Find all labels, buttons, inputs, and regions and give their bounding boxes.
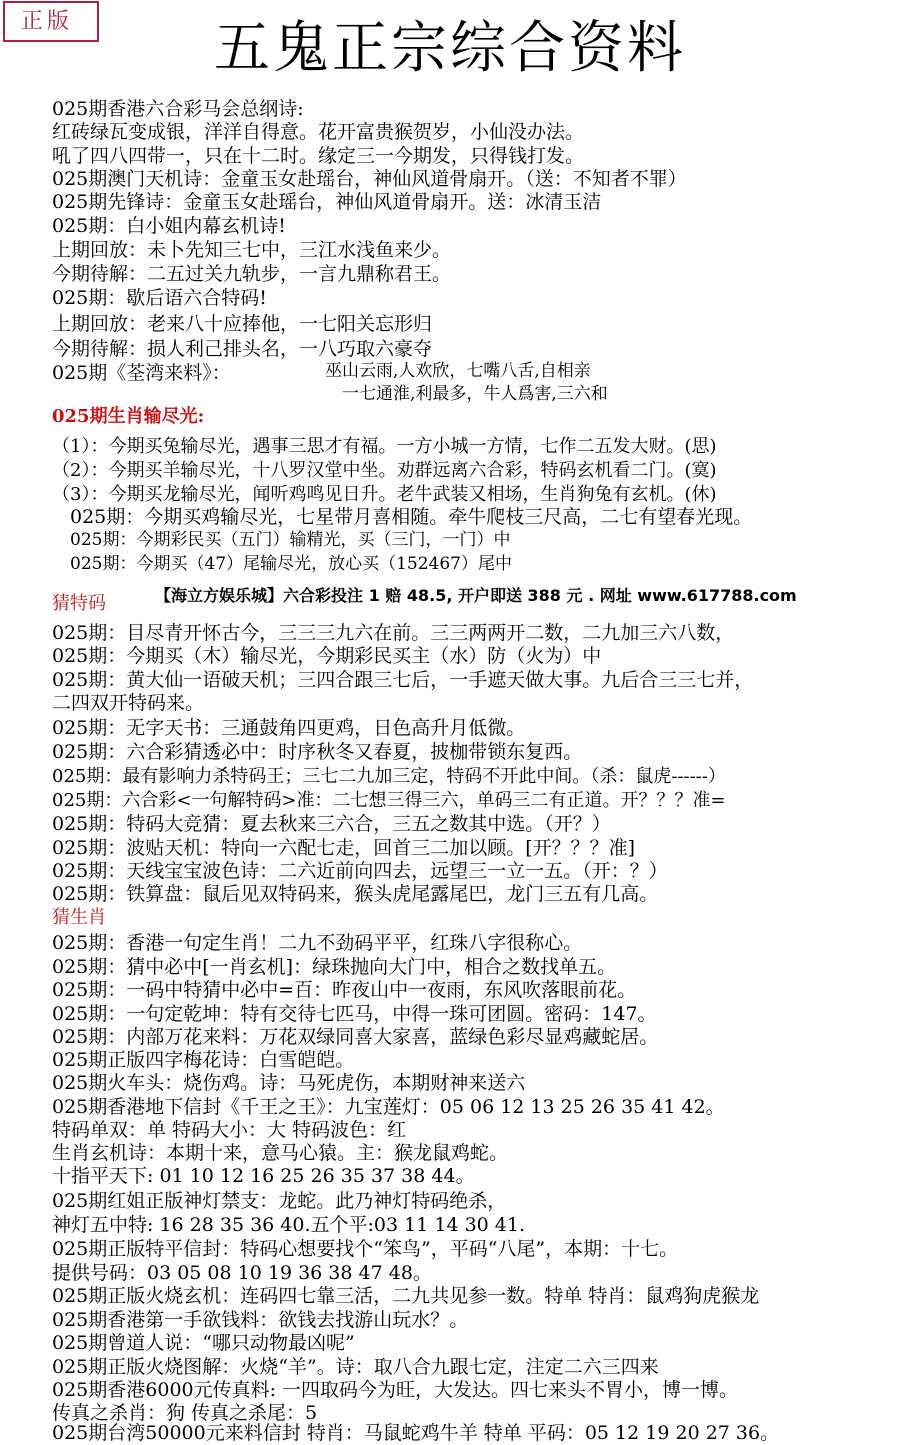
text-line: 吼了四八四带一，只在十二时。缘定三一今期发，只得钱打发。	[52, 145, 585, 167]
text-line: 025期：无字天书：三通鼓角四更鸡，日色高升月低微。	[52, 717, 526, 739]
text-line: 025期：今期彩民买（五门）输精光，买（三门，一门）中	[70, 530, 511, 550]
text-line: 025期：今期买（47）尾输尽光，放心买（152467）尾中	[70, 554, 512, 574]
text-line: 上期回放：未卜先知三七中，三江水浅鱼来少。	[52, 239, 452, 261]
text-line: 025期香港地下信封《千王之王》：九宝莲灯：05 06 12 13 25 26 35 41 42。	[52, 1096, 725, 1118]
text-line: 025期台湾50000元来料信封 特肖：马鼠蛇鸡牛羊 特单 平码：05 12 19 20 27 36。	[52, 1422, 780, 1444]
text-line: （2）：今期买羊输尽光，十八罗汉堂中坐。劝群远离六合彩，特码玄机看二门。(寞)	[52, 460, 717, 481]
section-heading: 猜生肖	[52, 907, 106, 928]
text-line: 025期正版特平信封：特码心想要找个“笨鸟”，平码“八尾”，本期：十七。	[52, 1238, 679, 1260]
text-line: 025期正版火烧图解：火烧“羊”。诗：取八合九跟七定，注定二六三四来	[52, 1356, 659, 1378]
text-line: 二四双开特码来。	[52, 692, 205, 714]
text-line: 红砖绿瓦变成银，洋洋自得意。花开富贵猴贺岁，小仙没办法。	[52, 121, 585, 143]
text-line: 025期：目尽青开怀古今，三三三九六在前。三三两两开二数，二九加三六八数，	[52, 622, 735, 644]
text-line: 025期香港6000元传真料: 一四取码今为旺，大发达。四七来头不胃小，博一博。	[52, 1379, 739, 1401]
text-line: 025期正版四字梅花诗：白雪皑皑。	[52, 1049, 355, 1071]
text-line: 025期火车头：烧伤鸡。诗：马死虎伤，本期财神来送六	[52, 1072, 526, 1094]
text-line: 传真之杀肖：狗 传真之杀尾：5	[52, 1402, 318, 1424]
text-line: 今期待解：二五过关九轨步，一言九鼎称君王。	[52, 263, 452, 285]
advert-line: 【海立方娱乐城】六合彩投注 1 赔 48.5, 开户即送 388 元 . 网址 www.617788.com	[155, 586, 797, 605]
text-line: 025期先锋诗：金童玉女赴瑶台，神仙风道骨扇开。送：冰清玉洁	[52, 191, 602, 213]
text-line: 一七通淮,利最多，牛人爲害,三六和	[342, 384, 608, 403]
text-line: 025期香港六合彩马会总纲诗:	[52, 98, 304, 120]
text-line: 025期：一句定乾坤：特有交待七匹马，中得一珠可团圆。密码：147。	[52, 1003, 657, 1025]
text-line: 025期：一码中特猜中必中=百：昨夜山中一夜雨，东风吹落眼前花。	[52, 979, 637, 1001]
text-line: 025期：歇后语六合特码!	[52, 287, 267, 309]
text-line: 特码单双：单 特码大小：大 特码波色：红	[52, 1119, 407, 1141]
text-line: 025期：白小姐内幕玄机诗!	[52, 215, 286, 237]
text-line: （1）：今期买兔输尽光，遇事三思才有福。一方小城一方情，七作二五发大财。(思)	[52, 436, 717, 457]
text-line: 025期：猜中必中[一肖玄机]：绿珠抛向大门中，相合之数找单五。	[52, 956, 617, 978]
text-line: 提供号码：03 05 08 10 19 36 38 47 48。	[52, 1262, 432, 1284]
text-line: 025期：六合彩猜透必中：时序秋冬又春夏，披枷带锁东复西。	[52, 741, 583, 763]
text-line: 生肖玄机诗：本期十来，意马心猿。主：猴龙鼠鸡蛇。	[52, 1142, 509, 1164]
page-title: 五鬼正宗综合资料	[214, 16, 686, 81]
genuine-badge: 正版	[3, 1, 99, 42]
text-line: 上期回放：老来八十应捧他，一七阳关忘形归	[52, 313, 433, 335]
text-line: 025期红姐正版神灯禁支：龙蛇。此乃神灯特码绝杀，	[52, 1190, 507, 1212]
text-line: 025期：内部万花来料：万花双绿同喜大家喜，蓝绿色彩尽显鸡藏蛇居。	[52, 1026, 659, 1048]
text-line: 025期：香港一句定生肖！二九不劲码平平，红珠八字很称心。	[52, 932, 583, 954]
text-line: 025期：波贴天机：特向一六配七走，回首三二加以顾。[开？？？准]	[52, 837, 636, 859]
text-line: 025期正版火烧玄机：连码四七靠三活，二九共见参一数。特单 特肖：鼠鸡狗虎猴龙	[52, 1285, 760, 1307]
text-line: 025期：铁算盘：鼠后见双特码来，猴头虎尾露尾巴，龙门三五有几高。	[52, 883, 659, 905]
text-line: 025期：今期买鸡输尽光，七星带月喜相随。牵牛爬枝三尺高，二七有望春光现。	[70, 506, 753, 528]
text-line: 十指平天下: 01 10 12 16 25 26 35 37 38 44。	[52, 1165, 475, 1187]
text-line: 巫山云雨,人欢欣，七嘴八舌,自相亲	[325, 361, 591, 381]
text-line: 025期曾道人说：“哪只动物最凶呢”	[52, 1332, 355, 1354]
text-line: 025期：六合彩<一句解特码>准：二七想三得三六，单码三二有正道。开？？？准=	[52, 790, 726, 811]
text-line: 025期：特码大竞猜：夏去秋来三六合，三五之数其中选。（开？）	[52, 813, 611, 835]
text-line: 025期：最有影响力杀特码王；三七二九加三定，特码不开此中间。（杀：鼠虎------）	[52, 766, 726, 787]
text-line: 025期澳门天机诗：金童玉女赴瑶台，神仙风道骨扇开。（送：不知者不罪）	[52, 168, 687, 190]
text-line: 025期：天线宝宝波色诗：二六近前向四去，远望三一立一五。（开：？）	[52, 860, 668, 882]
section-heading: 猜特码	[52, 593, 106, 614]
text-line: 025期香港第一手欲钱料：欲钱去找游山玩水？。	[52, 1309, 469, 1331]
text-line: 025期《荃湾来料》：	[52, 362, 231, 384]
text-line: 025期：黄大仙一语破天机；三四合跟三七后，一手遮天做大事。九后合三三七并，	[52, 669, 754, 691]
text-line: （3）：今期买龙输尽光，闻听鸡鸣见日升。老牛武装又相场，生肖狗兔有玄机。(休)	[52, 484, 717, 505]
section-heading: 025期生肖输尽光:	[52, 406, 205, 427]
text-line: 025期：今期买（木）输尽光，今期彩民买主（水）防（火为）中	[52, 645, 602, 667]
text-line: 神灯五中特: 16 28 35 36 40.五个平:03 11 14 30 41.	[52, 1214, 526, 1236]
text-line: 今期待解：损人利己排头名，一八巧取六豪夺	[52, 338, 433, 360]
